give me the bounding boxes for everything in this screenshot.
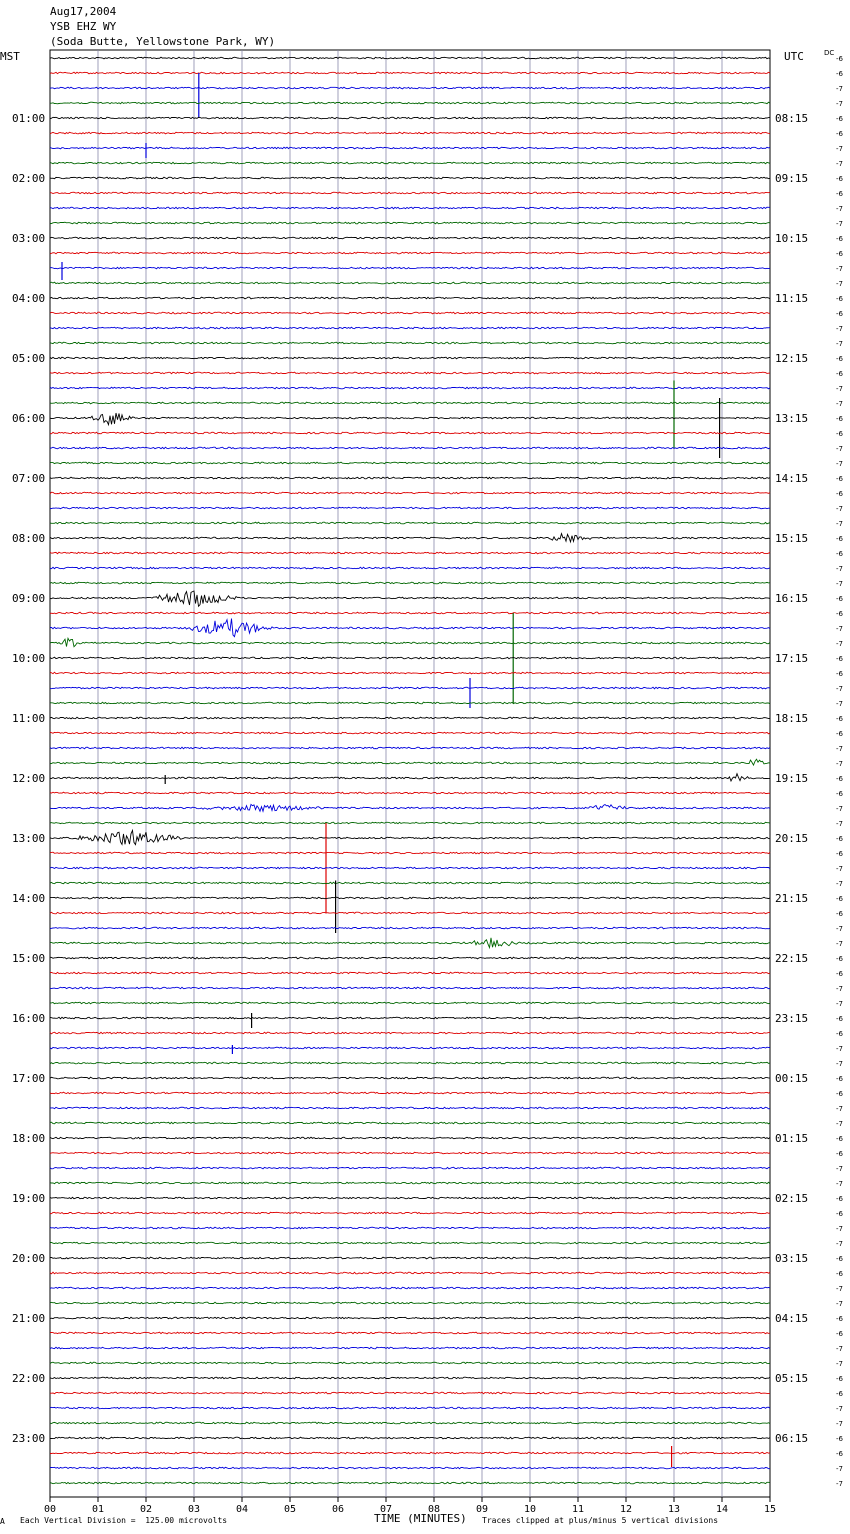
x-tick-label: 04 — [235, 1504, 249, 1515]
dc-offset-label: -6 — [836, 1315, 843, 1323]
seismic-trace — [50, 672, 770, 674]
seismic-trace — [50, 1377, 770, 1379]
dc-offset-label: -6 — [836, 1255, 843, 1263]
dc-offset-label: -7 — [836, 1045, 843, 1053]
seismic-trace — [50, 522, 770, 524]
x-tick-label: 06 — [331, 1504, 345, 1515]
dc-offset-label: -6 — [836, 235, 843, 243]
dc-offset-label: -7 — [836, 865, 843, 873]
dc-offset-label: -7 — [836, 1420, 843, 1428]
seismic-trace — [50, 619, 770, 637]
dc-offset-label: -6 — [836, 1390, 843, 1398]
left-hour-label: 06:00 — [12, 412, 46, 425]
seismic-trace — [50, 1467, 770, 1469]
seismic-trace — [50, 342, 770, 344]
dc-offset-label: -7 — [836, 85, 843, 93]
seismic-trace — [50, 612, 770, 614]
seismic-trace — [50, 1257, 770, 1259]
dc-offset-label: -7 — [836, 1105, 843, 1113]
right-hour-label: 16:15 — [775, 592, 809, 605]
seismic-trace — [50, 687, 770, 689]
seismic-trace — [50, 1047, 770, 1049]
dc-offset-label: -6 — [836, 430, 843, 438]
dc-offset-label: -6 — [836, 835, 843, 843]
right-hour-label: 03:15 — [775, 1252, 809, 1265]
left-hour-label: 10:00 — [12, 652, 46, 665]
dc-offset-label: -6 — [836, 130, 843, 138]
dc-offset-label: -6 — [836, 1270, 843, 1278]
dc-offset-label: -6 — [836, 250, 843, 258]
dc-offset-label: -7 — [836, 1345, 843, 1353]
right-hour-label: 09:15 — [775, 172, 809, 185]
left-hour-label: 05:00 — [12, 352, 46, 365]
seismic-trace — [50, 462, 770, 464]
seismic-trace — [50, 1242, 770, 1244]
seismic-trace — [50, 1407, 770, 1409]
dc-offset-label: -6 — [836, 1075, 843, 1083]
seismic-trace — [50, 747, 770, 749]
left-hour-label: 08:00 — [12, 532, 46, 545]
dc-offset-label: -6 — [836, 1330, 843, 1338]
dc-offset-label: -6 — [836, 1150, 843, 1158]
seismic-trace — [50, 1287, 770, 1289]
dc-offset-label: -7 — [836, 100, 843, 108]
seismic-trace — [50, 267, 770, 269]
dc-offset-label: -7 — [836, 145, 843, 153]
dc-offset-label: -6 — [836, 475, 843, 483]
left-hour-label: 23:00 — [12, 1432, 46, 1445]
left-hour-label: 01:00 — [12, 112, 46, 125]
clip-note: Traces clipped at plus/minus 5 vertical divisions — [482, 1516, 719, 1525]
seismic-trace — [50, 534, 770, 542]
seismic-trace — [50, 252, 770, 254]
left-hour-label: 19:00 — [12, 1192, 46, 1205]
dc-offset-label: -7 — [836, 625, 843, 633]
dc-offset-label: -7 — [836, 1000, 843, 1008]
seismic-trace — [50, 192, 770, 194]
dc-offset-label: -7 — [836, 1180, 843, 1188]
seismic-trace — [50, 1017, 770, 1019]
right-hour-label: 12:15 — [775, 352, 809, 365]
seismic-trace — [50, 1032, 770, 1034]
seismic-trace — [50, 927, 770, 929]
seismic-trace — [50, 987, 770, 989]
seismic-trace — [50, 774, 770, 781]
right-hour-label: 22:15 — [775, 952, 809, 965]
left-hour-label: 22:00 — [12, 1372, 46, 1385]
dc-offset-label: -7 — [836, 1465, 843, 1473]
right-hour-label: 13:15 — [775, 412, 809, 425]
seismic-trace — [50, 1392, 770, 1394]
dc-offset-label: -7 — [836, 280, 843, 288]
seismic-trace — [50, 447, 770, 449]
x-tick-label: 12 — [619, 1504, 633, 1515]
seismic-trace — [50, 282, 770, 284]
seismic-trace — [50, 1302, 770, 1304]
dc-offset-label: -6 — [836, 1435, 843, 1443]
seismic-trace — [50, 1167, 770, 1169]
dc-offset-label: -7 — [836, 685, 843, 693]
dc-offset-label: -6 — [836, 550, 843, 558]
right-hour-label: 10:15 — [775, 232, 809, 245]
left-hour-label: 13:00 — [12, 832, 46, 845]
seismic-trace — [50, 72, 770, 74]
dc-offset-label: -7 — [836, 160, 843, 168]
seismic-trace — [50, 507, 770, 509]
seismic-trace — [50, 402, 770, 404]
dc-offset-label: -6 — [836, 1450, 843, 1458]
left-hour-label: 16:00 — [12, 1012, 46, 1025]
right-hour-label: 04:15 — [775, 1312, 809, 1325]
seismic-trace — [50, 492, 770, 494]
seismic-trace — [50, 1212, 770, 1214]
dc-offset-label: -7 — [836, 1165, 843, 1173]
seismic-trace — [50, 792, 770, 794]
dc-offset-label: -7 — [836, 700, 843, 708]
dc-offset-label: -7 — [836, 565, 843, 573]
dc-offset-label: -7 — [836, 580, 843, 588]
seismic-trace — [50, 732, 770, 734]
seismic-trace — [50, 477, 770, 479]
dc-offset-label: -6 — [836, 775, 843, 783]
seismic-trace — [50, 1272, 770, 1274]
dc-offset-label: -6 — [836, 610, 843, 618]
dc-offset-label: -6 — [836, 790, 843, 798]
right-hour-label: 23:15 — [775, 1012, 809, 1025]
seismic-trace — [50, 132, 770, 134]
left-hour-label: 07:00 — [12, 472, 46, 485]
dc-offset-label: -6 — [836, 175, 843, 183]
x-tick-label: 13 — [667, 1504, 681, 1515]
seismic-trace — [50, 759, 770, 765]
seismic-trace — [50, 387, 770, 389]
seismic-trace — [50, 177, 770, 179]
x-tick-label: 05 — [283, 1504, 297, 1515]
seismic-trace — [50, 1077, 770, 1079]
seismic-trace — [50, 117, 770, 119]
dc-offset-label: -7 — [836, 1060, 843, 1068]
dc-offset-label: -7 — [836, 1360, 843, 1368]
seismic-trace — [50, 222, 770, 224]
dc-offset-label: -7 — [836, 520, 843, 528]
seismic-trace — [50, 297, 770, 299]
seismic-trace — [50, 867, 770, 869]
dc-offset-label: -7 — [836, 445, 843, 453]
dc-offset-label: -6 — [836, 655, 843, 663]
seismic-trace — [50, 1197, 770, 1199]
seismic-trace — [50, 582, 770, 584]
right-hour-label: 21:15 — [775, 892, 809, 905]
seismic-trace — [50, 897, 770, 899]
seismic-trace — [50, 1482, 770, 1484]
scale-note: Each Vertical Division = 125.00 microvolts — [20, 1516, 228, 1525]
dc-offset-label: -7 — [836, 505, 843, 513]
dc-offset-label: -7 — [836, 925, 843, 933]
dc-offset-label: -7 — [836, 820, 843, 828]
dc-offset-label: -7 — [836, 1225, 843, 1233]
seismic-trace — [50, 657, 770, 659]
right-timezone-label: UTC — [784, 50, 804, 63]
left-hour-label: 11:00 — [12, 712, 46, 725]
dc-offset-label: -7 — [836, 1480, 843, 1488]
right-hour-label: 17:15 — [775, 652, 809, 665]
dc-offset-label: -7 — [836, 340, 843, 348]
seismic-trace — [50, 237, 770, 239]
seismic-trace — [50, 852, 770, 854]
dc-offset-label: -7 — [836, 1120, 843, 1128]
left-hour-label: 14:00 — [12, 892, 46, 905]
dc-offset-label: -7 — [836, 205, 843, 213]
seismic-trace — [50, 1317, 770, 1319]
seismic-trace — [50, 1437, 770, 1439]
dc-offset-label: -7 — [836, 460, 843, 468]
dc-offset-label: -7 — [836, 805, 843, 813]
dc-offset-label: -7 — [836, 640, 843, 648]
seismic-trace — [50, 102, 770, 104]
seismic-trace — [50, 413, 770, 425]
station-location: (Soda Butte, Yellowstone Park, WY) — [50, 35, 276, 48]
x-tick-label: 03 — [187, 1504, 201, 1515]
dc-offset-label: -6 — [836, 670, 843, 678]
dc-offset-label: -6 — [836, 55, 843, 63]
left-hour-label: 09:00 — [12, 592, 46, 605]
seismic-trace — [50, 957, 770, 959]
seismic-trace — [50, 717, 770, 719]
dc-offset-label: -6 — [836, 1210, 843, 1218]
dc-offset-label: -6 — [836, 595, 843, 603]
seismic-trace — [50, 638, 770, 646]
dc-offset-label: -6 — [836, 1030, 843, 1038]
x-tick-label: 09 — [475, 1504, 489, 1515]
dc-offset-label: -7 — [836, 220, 843, 228]
right-hour-label: 20:15 — [775, 832, 809, 845]
seismic-trace — [50, 804, 770, 811]
x-tick-label: 10 — [523, 1504, 537, 1515]
seismic-trace — [50, 327, 770, 329]
seismic-trace — [50, 882, 770, 884]
dc-offset-label: -6 — [836, 895, 843, 903]
dc-offset-label: -7 — [836, 880, 843, 888]
left-hour-label: 20:00 — [12, 1252, 46, 1265]
right-hour-label: 15:15 — [775, 532, 809, 545]
dc-offset-label: -7 — [836, 745, 843, 753]
right-hour-label: 06:15 — [775, 1432, 809, 1445]
seismic-trace — [50, 1422, 770, 1424]
seismic-trace — [50, 1092, 770, 1094]
seismic-trace — [50, 567, 770, 569]
dc-offset-label: -6 — [836, 1015, 843, 1023]
right-hour-label: 01:15 — [775, 1132, 809, 1145]
seismic-trace — [50, 972, 770, 974]
seismic-trace — [50, 432, 770, 434]
dc-offset-label: -6 — [836, 1375, 843, 1383]
dc-offset-label: -6 — [836, 1090, 843, 1098]
right-hour-label: 11:15 — [775, 292, 809, 305]
x-tick-label: 15 — [763, 1504, 777, 1515]
seismic-trace — [50, 1152, 770, 1154]
left-hour-label: 03:00 — [12, 232, 46, 245]
x-tick-label: 08 — [427, 1504, 441, 1515]
seismic-trace — [50, 1122, 770, 1124]
seismic-trace — [50, 702, 770, 704]
seismic-trace — [50, 1227, 770, 1229]
seismic-trace — [50, 1137, 770, 1139]
seismic-trace — [50, 1107, 770, 1109]
dc-offset-label: -6 — [836, 910, 843, 918]
left-hour-label: 12:00 — [12, 772, 46, 785]
dc-offset-label: -7 — [836, 1405, 843, 1413]
dc-offset-label: -7 — [836, 940, 843, 948]
left-timezone-label: MST — [0, 50, 20, 63]
seismic-trace — [50, 372, 770, 374]
dc-offset-label: -7 — [836, 265, 843, 273]
dc-offset-label: -7 — [836, 1285, 843, 1293]
dc-offset-label: -6 — [836, 115, 843, 123]
left-hour-label: 18:00 — [12, 1132, 46, 1145]
dc-offset-label: -6 — [836, 730, 843, 738]
dc-offset-label: -7 — [836, 1300, 843, 1308]
dc-offset-label: -6 — [836, 295, 843, 303]
left-hour-label: 17:00 — [12, 1072, 46, 1085]
seismic-trace — [50, 87, 770, 89]
x-tick-label: 07 — [379, 1504, 393, 1515]
dc-offset-label: -6 — [836, 190, 843, 198]
x-tick-label: 02 — [139, 1504, 153, 1515]
dc-offset-label: -6 — [836, 535, 843, 543]
seismic-trace — [50, 57, 770, 59]
right-hour-label: 18:15 — [775, 712, 809, 725]
dc-offset-label: -6 — [836, 1135, 843, 1143]
dc-offset-label: -6 — [836, 970, 843, 978]
dc-offset-label: -6 — [836, 850, 843, 858]
seismic-trace — [50, 912, 770, 914]
dc-offset-label: -6 — [836, 370, 843, 378]
dc-offset-label: -6 — [836, 310, 843, 318]
right-hour-label: 14:15 — [775, 472, 809, 485]
dc-offset-label: -6 — [836, 355, 843, 363]
plot-date: Aug17,2004 — [50, 5, 117, 18]
dc-offset-label: -6 — [836, 70, 843, 78]
corner-mark: A — [0, 1517, 5, 1526]
seismic-trace — [50, 1347, 770, 1349]
seismic-trace — [50, 357, 770, 359]
dc-header: DC — [824, 49, 835, 57]
x-tick-label: 00 — [43, 1504, 57, 1515]
dc-offset-label: -7 — [836, 760, 843, 768]
left-hour-label: 04:00 — [12, 292, 46, 305]
seismic-trace — [50, 1002, 770, 1004]
right-hour-label: 19:15 — [775, 772, 809, 785]
seismic-trace — [50, 552, 770, 554]
dc-offset-label: -7 — [836, 325, 843, 333]
dc-offset-label: -7 — [836, 985, 843, 993]
dc-offset-label: -7 — [836, 1240, 843, 1248]
seismic-trace — [50, 1452, 770, 1454]
dc-offset-label: -7 — [836, 400, 843, 408]
left-hour-label: 15:00 — [12, 952, 46, 965]
right-hour-label: 00:15 — [775, 1072, 809, 1085]
seismic-trace — [50, 147, 770, 149]
x-tick-label: 01 — [91, 1504, 105, 1515]
seismic-trace — [50, 591, 770, 606]
seismic-trace — [50, 822, 770, 824]
seismic-trace — [50, 1182, 770, 1184]
x-tick-label: 11 — [571, 1504, 585, 1515]
seismic-trace — [50, 1362, 770, 1364]
left-hour-label: 21:00 — [12, 1312, 46, 1325]
seismic-trace — [50, 1332, 770, 1334]
dc-offset-label: -7 — [836, 385, 843, 393]
dc-offset-label: -6 — [836, 715, 843, 723]
right-hour-label: 05:15 — [775, 1372, 809, 1385]
seismic-trace — [50, 938, 770, 948]
seismic-trace — [50, 207, 770, 209]
dc-offset-label: -6 — [836, 1195, 843, 1203]
dc-offset-label: -6 — [836, 955, 843, 963]
seismic-trace — [50, 1062, 770, 1064]
seismic-trace — [50, 312, 770, 314]
station-code: YSB EHZ WY — [50, 20, 117, 33]
left-hour-label: 02:00 — [12, 172, 46, 185]
dc-offset-label: -6 — [836, 415, 843, 423]
seismic-trace — [50, 830, 770, 844]
right-hour-label: 08:15 — [775, 112, 809, 125]
right-hour-label: 02:15 — [775, 1192, 809, 1205]
dc-offset-label: -6 — [836, 490, 843, 498]
seismic-trace — [50, 162, 770, 164]
x-axis-title: TIME (MINUTES) — [374, 1512, 467, 1525]
x-tick-label: 14 — [715, 1504, 729, 1515]
